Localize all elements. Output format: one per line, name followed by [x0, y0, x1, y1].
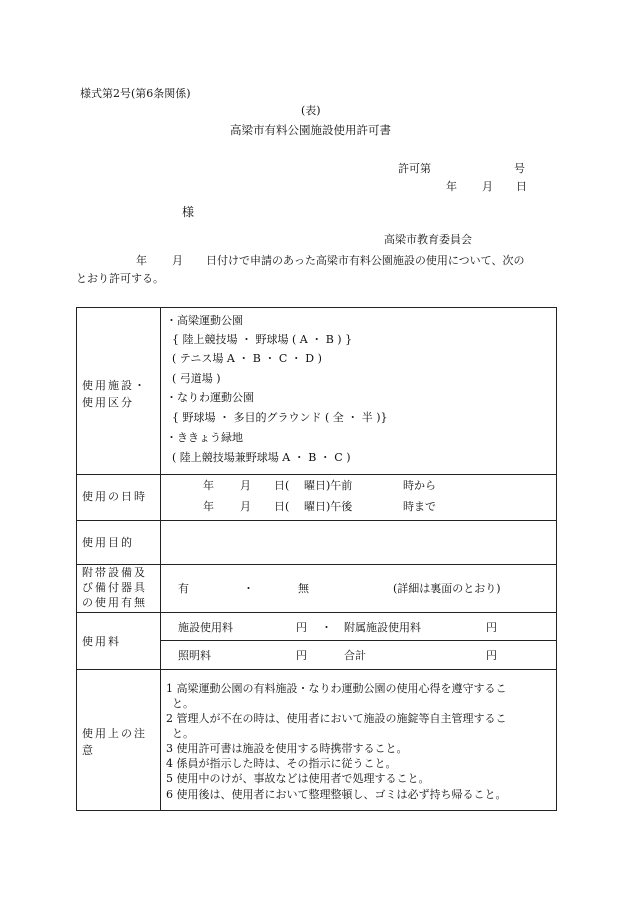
dt1-day: 日(	[274, 479, 290, 492]
facility-label-2: 使用区分	[82, 396, 134, 409]
date-month: 月	[482, 180, 493, 193]
equipment-label-2: び備付器具	[82, 581, 147, 594]
equipment-note: (詳細は裏面のとおり)	[393, 582, 501, 595]
date-day: 日	[516, 180, 527, 193]
note-item: 6 使用後は、使用者において整理整頓し、ゴミは必ず持ち帰ること。	[166, 788, 507, 801]
dt2-dow: 曜日)午後	[304, 500, 353, 513]
fee-yen-3: 円	[296, 649, 307, 662]
fee-yen-1: 円	[296, 621, 307, 634]
equipment-label-3: の使用有無	[82, 596, 147, 609]
dt2-month: 月	[240, 500, 251, 513]
dt1-dow: 曜日)午前	[304, 479, 353, 492]
notes-label-2: 意	[82, 744, 95, 757]
note-item: 1 高梁運動公園の有料施設・なりわ運動公園の使用心得を遵守するこ	[166, 682, 507, 695]
equipment-label-1: 附帯設備及	[82, 566, 147, 579]
intro-line1: 日付けで申請のあった高梁市有料公園施設の使用について、次の	[206, 254, 525, 267]
intro-line2: とおり許可する。	[76, 272, 164, 285]
date-year: 年	[446, 180, 457, 193]
notes-label-1: 使用上の注	[82, 727, 147, 740]
addressee-suffix: 様	[182, 205, 195, 219]
note-item: と。	[172, 697, 194, 710]
note-item: 2 管理人が不在の時は、使用者において施設の施錠等自主管理するこ	[166, 712, 507, 725]
equipment-yes: 有	[178, 582, 189, 595]
fee-dot: ・	[321, 621, 332, 634]
issuer: 高梁市教育委員会	[384, 233, 472, 246]
dt1-tail: 時から	[403, 479, 436, 492]
total-label: 合計	[344, 649, 366, 662]
permit-number-label: 許可第	[398, 162, 431, 175]
dt1-month: 月	[240, 479, 251, 492]
lighting-fee-label: 照明料	[178, 649, 211, 662]
fee-label: 使用料	[82, 635, 121, 648]
facility-line: { 野球場 ・ 多目的グラウンド ( 全 ・ 半 )}	[172, 411, 388, 424]
facility-line: ・ききょう緑地	[166, 431, 243, 444]
facility-fee-label: 施設使用料	[178, 621, 233, 634]
facility-line: ( テニス場 A ・ B ・ C ・ D )	[172, 352, 322, 365]
facility-line: ・高梁運動公園	[166, 314, 243, 327]
note-item: と。	[172, 727, 194, 740]
facility-line: ( 弓道場 )	[172, 372, 221, 385]
intro-year: 年	[136, 254, 147, 267]
note-item: 3 使用許可書は施設を使用する時携帯すること。	[166, 742, 408, 755]
document-title: 高梁市有料公園施設使用許可書	[230, 123, 391, 137]
datetime-label: 使用の日時	[82, 490, 147, 503]
dt2-day: 日(	[274, 500, 290, 513]
form-number: 様式第2号(第6条関係)	[80, 87, 191, 100]
note-item: 4 係員が指示した時は、その指示に従うこと。	[166, 757, 397, 770]
purpose-label: 使用目的	[82, 536, 134, 549]
facility-line: ・なりわ運動公園	[166, 391, 254, 404]
intro-month: 月	[172, 254, 183, 267]
fee-yen-2: 円	[486, 621, 497, 634]
dt1-year: 年	[203, 479, 214, 492]
facility-line: { 陸上競技場 ・ 野球場 ( A ・ B ) }	[172, 333, 353, 346]
facility-line: ( 陸上競技場兼野球場 A ・ B ・ C )	[172, 451, 351, 464]
dt2-year: 年	[203, 500, 214, 513]
equipment-dot: ・	[243, 582, 254, 595]
equipment-no: 無	[298, 582, 309, 595]
fee-yen-4: 円	[486, 649, 497, 662]
note-item: 5 使用中のけが、事故などは使用者で処理すること。	[166, 772, 430, 785]
permit-number-suffix: 号	[514, 162, 525, 175]
side-label: (表)	[301, 104, 321, 117]
dt2-tail: 時まで	[403, 500, 436, 513]
facility-label-1: 使用施設・	[82, 379, 147, 392]
attached-fee-label: 附属施設使用料	[344, 621, 421, 634]
